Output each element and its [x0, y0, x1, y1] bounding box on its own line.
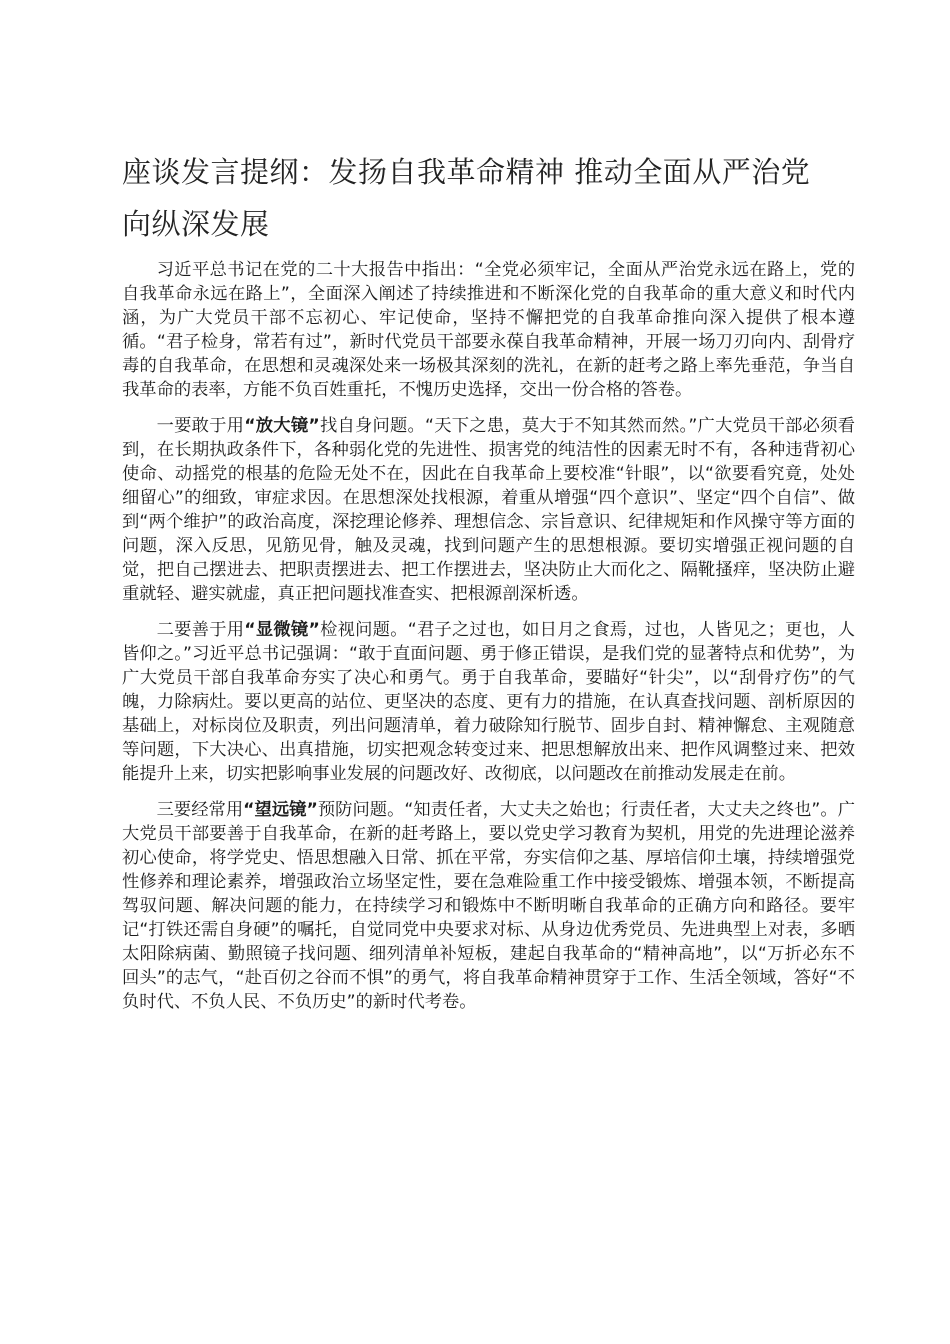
paragraph-text: 找自身问题。“天下之患，莫大于不知其然而然。”广大党员干部必须看到，在长期执政条件下，各种弱化党的先进性、损害党的纯洁性的因素无时不有，各种违背初心使命、动摇党的根基的危险无处不在，因此在自我革命上要校准“针眼”，以“欲要看究竟，处处细留心”的细致，审症求因。在思想深处找根源，着重从增强“四个意识”、坚定“四个自信”、做到“两个维护”的政治高度，深挖理论修养、理想信念、宗旨意识、纪律规矩和作风操守等方面的问题，深入反思，见筋见骨，触及灵魂，找到问题产生的思想根源。要切实增强正视问题的自觉，把自己摆进去、把职责摆进去、把工作摆进去，坚决防止大而化之、隔靴搔痒，坚决防止避重就轻、避实就虚，真正把问题找准查实、把根源剖深析透。: [122, 416, 855, 604]
paragraph-emphasis: “放大镜”: [244, 416, 320, 436]
paragraph-text: 习近平总书记在党的二十大报告中指出：“全党必须牢记，全面从严治党永远在路上，党的自我革命永远在路上”，全面深入阐述了持续推进和不断深化党的自我革命的重大意义和时代内涵，为广大党员干部不忘初心、牢记使命，坚持不懈把党的自我革命推向深入提供了根本遵循。“君子检身，常若有过”，新时代党员干部要永葆自我革命精神，开展一场刀刃向内、刮骨疗毒的自我革命，在思想和灵魂深处来一场极其深刻的洗礼，在新的赶考之路上率先垂范，争当自我革命的表率，方能不负百姓重托，不愧历史选择，交出一份合格的答卷。: [122, 260, 855, 400]
document-body: [122, 258, 855, 1026]
paragraph-emphasis: “显微镜”: [244, 620, 320, 640]
paragraph-lead: 一要敢于用: [156, 416, 245, 436]
paragraph-lead: 三要经常用: [156, 800, 244, 820]
paragraph-intro: [122, 258, 855, 402]
paragraph-lead: 二要善于用: [156, 620, 245, 640]
paragraph-point-3: [122, 798, 855, 1014]
paragraph-emphasis: “望远镜”: [243, 800, 318, 820]
paragraph-text: 检视问题。“君子之过也，如日月之食焉，过也，人皆见之；更也，人皆仰之。”习近平总书记强调：“敢于直面问题、勇于修正错误，是我们党的显著特点和优势”，为广大党员干部自我革命夯实了决心和勇气。勇于自我革命，要瞄好“针尖”，以“刮骨疗伤”的气魄，力除病灶。要以更高的站位、更坚决的态度、更有力的措施，在认真查找问题、剖析原因的基础上，对标岗位及职责，列出问题清单，着力破除知行脱节、固步自封、精神懈怠、主观随意等问题，下大决心、出真措施，切实把观念转变过来、把思想解放出来、把作风调整过来、把效能提升上来，切实把影响事业发展的问题改好、改彻底，以问题改在前推动发展走在前。: [122, 620, 855, 784]
document-title: 座谈发言提纲：发扬自我革命精神 推动全面从严治党向纵深发展: [122, 155, 811, 241]
paragraph-point-2: [122, 618, 855, 786]
paragraph-text: 预防问题。“知责任者，大丈夫之始也；行责任者，大丈夫之终也”。广大党员干部要善于自我革命，在新的赶考路上，要以党史学习教育为契机，用党的先进理论滋养初心使命，将学党史、悟思想融入日常、抓在平常，夯实信仰之基、厚培信仰土壤，持续增强党性修养和理论素养，增强政治立场坚定性，要在急难险重工作中接受锻炼、增强本领，不断提高驾驭问题、解决问题的能力，在持续学习和锻炼中不断明晰自我革命的正确方向和路径。要牢记“打铁还需自身硬”的嘱托，自觉同党中央要求对标、从身边优秀党员、先进典型上对表，多晒太阳除病菌、勤照镜子找问题、细列清单补短板，建起自我革命的“精神高地”，以“万折必东不回头”的志气，“赴百仞之谷而不惧”的勇气，将自我革命精神贯穿于工作、生活全领域，答好“不负时代、不负人民、不负历史”的新时代考卷。: [122, 800, 855, 1012]
paragraph-point-1: [122, 414, 855, 606]
